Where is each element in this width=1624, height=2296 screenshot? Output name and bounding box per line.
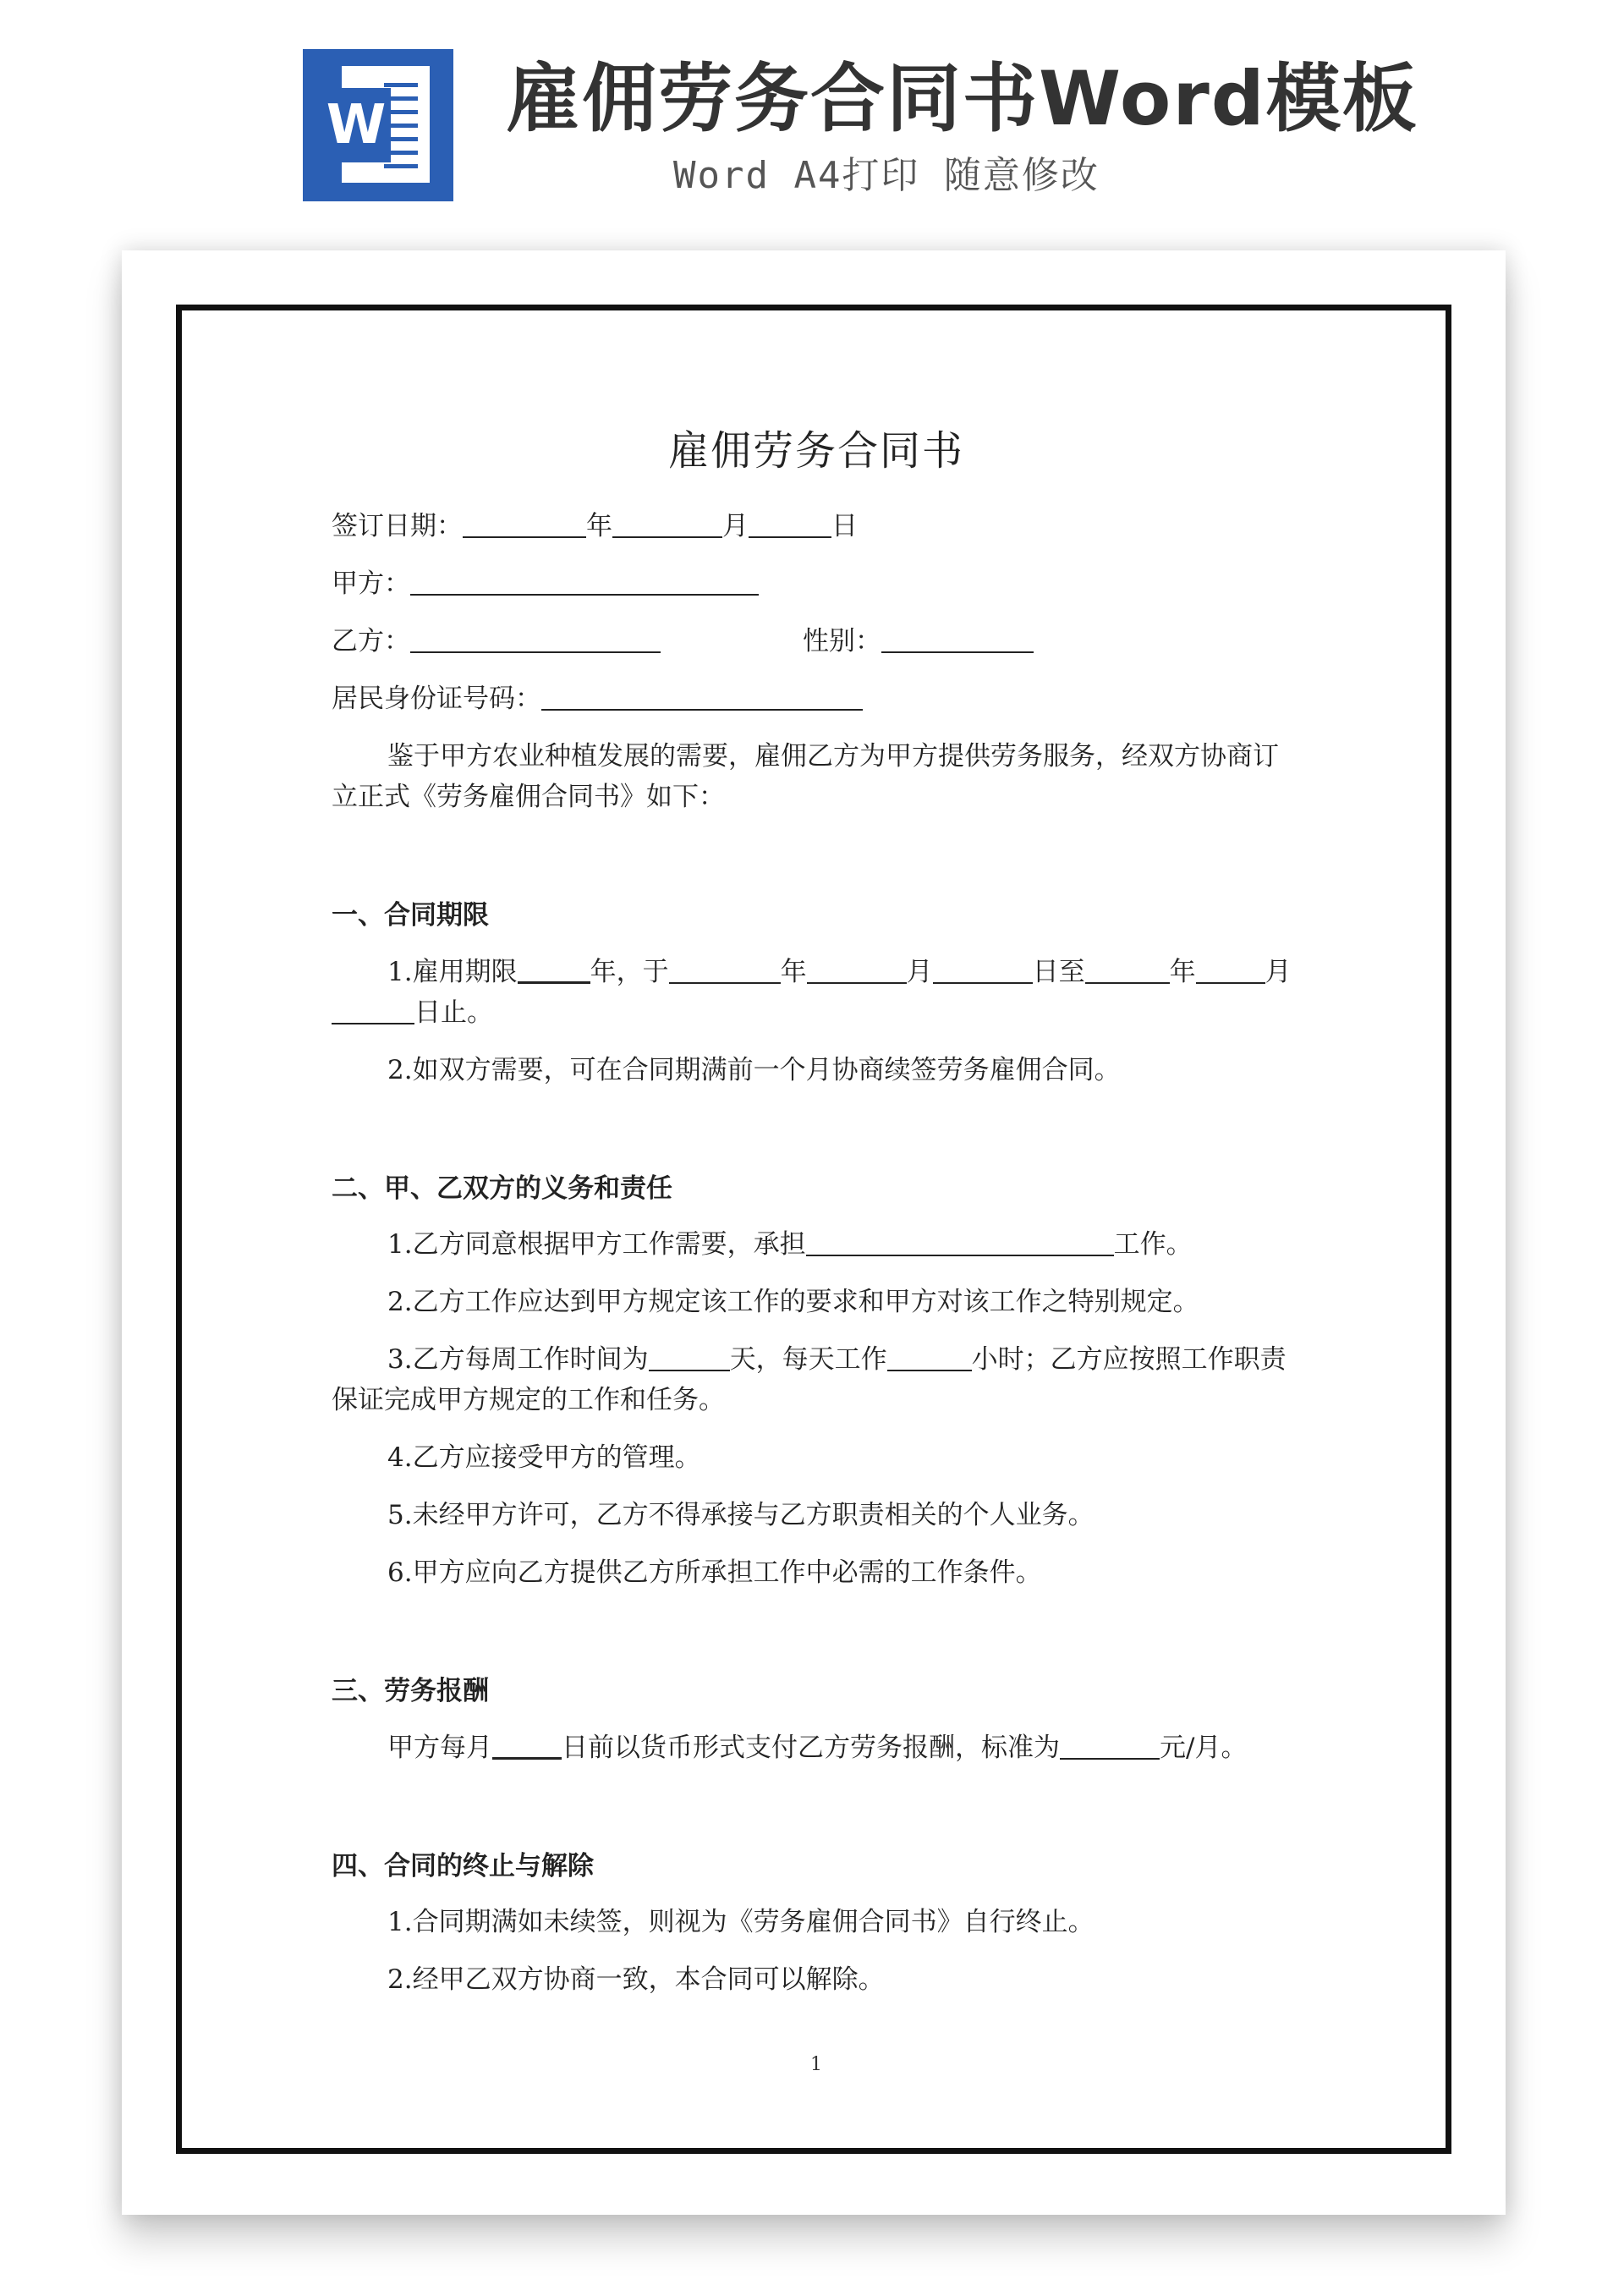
section-2-item-3 <box>332 1339 1301 1420</box>
month-label: 月 <box>722 511 749 541</box>
section-2-item-4: 4.乙方应接受甲方的管理。 <box>387 1442 701 1473</box>
year-label: 年 <box>586 511 612 541</box>
start-year-blank[interactable] <box>669 952 781 984</box>
party-b-label: 乙方： <box>332 626 410 656</box>
text: 月 <box>1265 957 1292 987</box>
document-title: 雇佣劳务合同书 <box>667 427 964 475</box>
preamble: 鉴于甲方农业种植发展的需要，雇佣乙方为甲方提供劳务服务，经双方协商订立正式《劳务雇佣合同书》如下： <box>332 741 1279 812</box>
start-day-blank[interactable] <box>933 952 1033 984</box>
sign-month-blank[interactable] <box>612 506 722 538</box>
section-2-heading: 二、甲、乙双方的义务和责任 <box>332 1173 672 1204</box>
section-2-item-6: 6.甲方应向乙方提供乙方所承担工作中必需的工作条件。 <box>387 1557 1042 1588</box>
section-3-heading: 三、劳务报酬 <box>332 1676 489 1706</box>
document-body <box>332 506 1301 2000</box>
text: 日前以货币形式支付乙方劳务报酬，标准为 <box>562 1733 1060 1763</box>
party-a-line <box>332 563 1301 604</box>
text: 1.乙方同意根据甲方工作需要，承担 <box>387 1229 806 1260</box>
text: 3.乙方每周工作时间为 <box>387 1344 649 1375</box>
text: 甲方每月 <box>387 1733 492 1763</box>
text: 日止。 <box>414 997 493 1028</box>
job-duty-blank[interactable] <box>806 1224 1114 1256</box>
text: 年，于 <box>590 957 669 987</box>
banner-title: 雇佣劳务合同书Word模板 <box>506 55 1418 142</box>
text: 年 <box>780 957 807 987</box>
hours-per-day-blank[interactable] <box>887 1339 972 1371</box>
monthly-pay-blank[interactable] <box>1060 1727 1160 1760</box>
section-2-item-5: 5.未经甲方许可，乙方不得承接与乙方职责相关的个人业务。 <box>387 1500 1095 1530</box>
party-a-blank[interactable] <box>410 563 759 596</box>
days-per-week-blank[interactable] <box>649 1339 730 1371</box>
section-3-text <box>332 1727 1301 1768</box>
section-2-item-2: 2.乙方工作应达到甲方规定该工作的要求和甲方对该工作之特别规定。 <box>387 1287 1199 1317</box>
text: 天，每天工作 <box>729 1344 887 1375</box>
sign-year-blank[interactable] <box>463 506 586 538</box>
gender-label: 性别： <box>803 626 881 656</box>
doc-line <box>384 164 418 168</box>
banner <box>0 0 1624 220</box>
section-4-heading: 四、合同的终止与解除 <box>332 1851 594 1881</box>
party-a-label: 甲方： <box>332 569 410 599</box>
id-number-label: 居民身份证号码： <box>332 684 541 714</box>
doc-line <box>384 83 418 87</box>
pay-day-blank[interactable] <box>492 1727 562 1760</box>
section-2-item-1 <box>332 1224 1301 1265</box>
id-number-line <box>332 678 1301 719</box>
text: 元/月。 <box>1160 1733 1248 1763</box>
day-label: 日 <box>831 511 858 541</box>
sign-date-label: 签订日期： <box>332 511 463 541</box>
text: 月 <box>906 957 933 987</box>
word-logo-letter: W <box>321 88 391 162</box>
text: 1.雇用期限 <box>387 957 518 987</box>
word-logo-icon <box>303 49 453 201</box>
end-day-blank[interactable] <box>332 992 414 1024</box>
text: 年 <box>1169 957 1196 987</box>
text: 小时；乙方应按照工作职责保证完成甲方规定的工作和任务。 <box>332 1344 1287 1415</box>
text: 工作。 <box>1113 1229 1193 1260</box>
start-month-blank[interactable] <box>807 952 907 984</box>
section-4-item-1: 1.合同期满如未续签，则视为《劳务雇佣合同书》自行终止。 <box>387 1907 1095 1937</box>
section-1-item-1 <box>332 951 1301 1033</box>
sign-day-blank[interactable] <box>749 506 831 538</box>
section-1-heading: 一、合同期限 <box>332 900 489 931</box>
text: 日至 <box>1032 957 1085 987</box>
gender-blank[interactable] <box>881 621 1034 653</box>
id-number-blank[interactable] <box>541 678 863 711</box>
section-1-item-2: 2.如双方需要，可在合同期满前一个月协商续签劳务雇佣合同。 <box>387 1055 1121 1085</box>
section-4-item-2: 2.经甲乙双方协商一致，本合同可以解除。 <box>387 1964 885 1995</box>
banner-subtitle: Word A4打印 随意修改 <box>673 154 1100 197</box>
party-b-line <box>332 621 1301 662</box>
party-b-blank[interactable] <box>410 621 661 653</box>
page-number: 1 <box>810 2054 822 2075</box>
end-year-blank[interactable] <box>1085 952 1170 984</box>
sign-date-line <box>332 506 1301 547</box>
end-month-blank[interactable] <box>1196 952 1265 984</box>
term-years-blank[interactable] <box>518 951 590 984</box>
